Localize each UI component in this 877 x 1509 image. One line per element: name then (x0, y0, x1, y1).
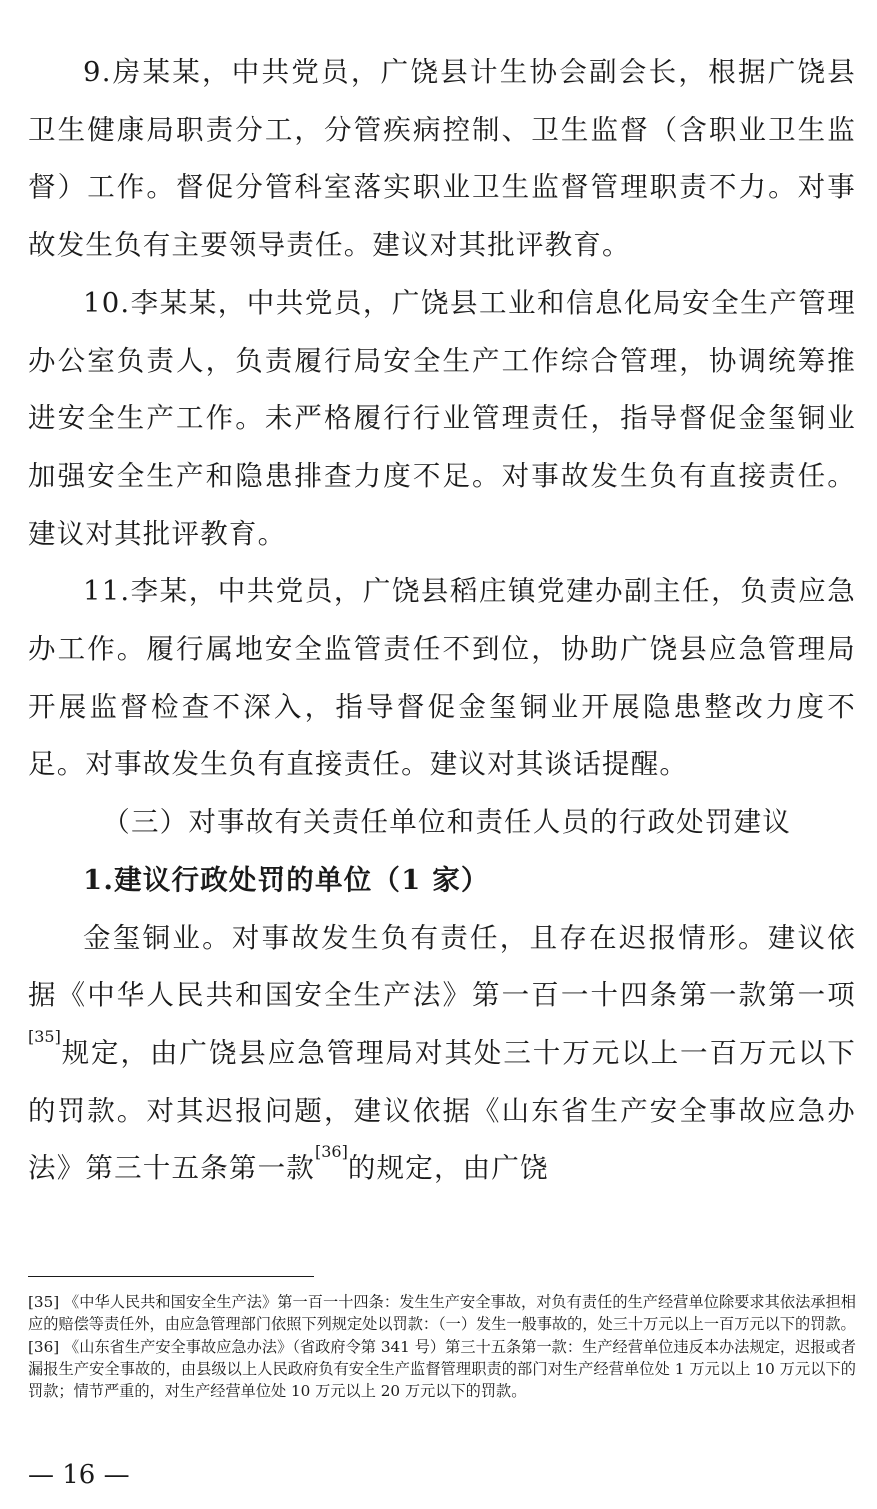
paragraph-item-10: 10.李某某，中共党员，广饶县工业和信息化局安全生产管理办公室负责人，负责履行局安全生产工作综合管理，协调统筹推进安全生产工作。未严格履行行业管理责任，指导督促金玺铜业加强安全生产和隐患排查力度不足。对事故发生负有直接责任。建议对其批评教育。 (28, 286, 856, 550)
footnote-35: [35] 《中华人民共和国安全生产法》第一百一十四条：发生生产安全事故，对负有责任的生产经营单位除要求其依法承担相应的赔偿等责任外，由应急管理部门依照下列规定处以罚款：（一）发生一般事故的，处三十万元以上一百万元以下的罚款。 (28, 1293, 856, 1334)
document-body (28, 44, 856, 1198)
paragraph-item-9: 9.房某某，中共党员，广饶县计生协会副会长，根据广饶县卫生健康局职责分工，分管疾病控制、卫生监督（含职业卫生监督）工作。督促分管科室落实职业卫生监督管理职责不力。对事故发生负有主要领导责任。建议对其批评教育。 (28, 56, 856, 262)
sub-heading: 1.建议行政处罚的单位（1 家） (83, 863, 490, 896)
penalty-text-part3: 的规定，由广饶 (347, 1152, 549, 1185)
footnotes (28, 1291, 856, 1402)
footnote-ref-36: [36] (315, 1142, 348, 1162)
paragraph-item-11: 11.李某，中共党员，广饶县稻庄镇党建办副主任，负责应急办工作。履行属地安全监管责任不到位，协助广饶县应急管理局开展监督检查不深入，指导督促金玺铜业开展隐患整改力度不足。对事故发生负有直接责任。建议对其谈话提醒。 (28, 575, 856, 781)
penalty-text-part2: 规定，由广饶县应急管理局对其处三十万元以上一百万元以下的罚款。对其迟报问题，建议依据《山东省生产安全事故应急办法》第三十五条第一款 (28, 1036, 856, 1185)
footnote-36: [36] 《山东省生产安全事故应急办法》（省政府令第 341 号）第三十五条第一款：生产经营单位违反本办法规定，迟报或者漏报生产安全事故的，由县级以上人民政府负有安全生产监督管理职责的部门对生产经营单位处 1 万元以上 10 万元以下的罚款；情节严重的，对生产经营单位处 10 万元以上 20 万元以下的罚款。 (28, 1337, 856, 1401)
footnote-ref-35: [35] (28, 1026, 61, 1046)
section-heading: （三）对事故有关责任单位和责任人员的行政处罚建议 (102, 806, 792, 839)
footnote-divider (28, 1276, 314, 1277)
page-number: — 16 — (28, 1460, 130, 1490)
penalty-text-part1: 金玺铜业。对事故发生负有责任，且存在迟报情形。建议依据《中华人民共和国安全生产法》第一百一十四条第一款第一项 (28, 921, 856, 1012)
penalty-paragraph (28, 910, 856, 1199)
